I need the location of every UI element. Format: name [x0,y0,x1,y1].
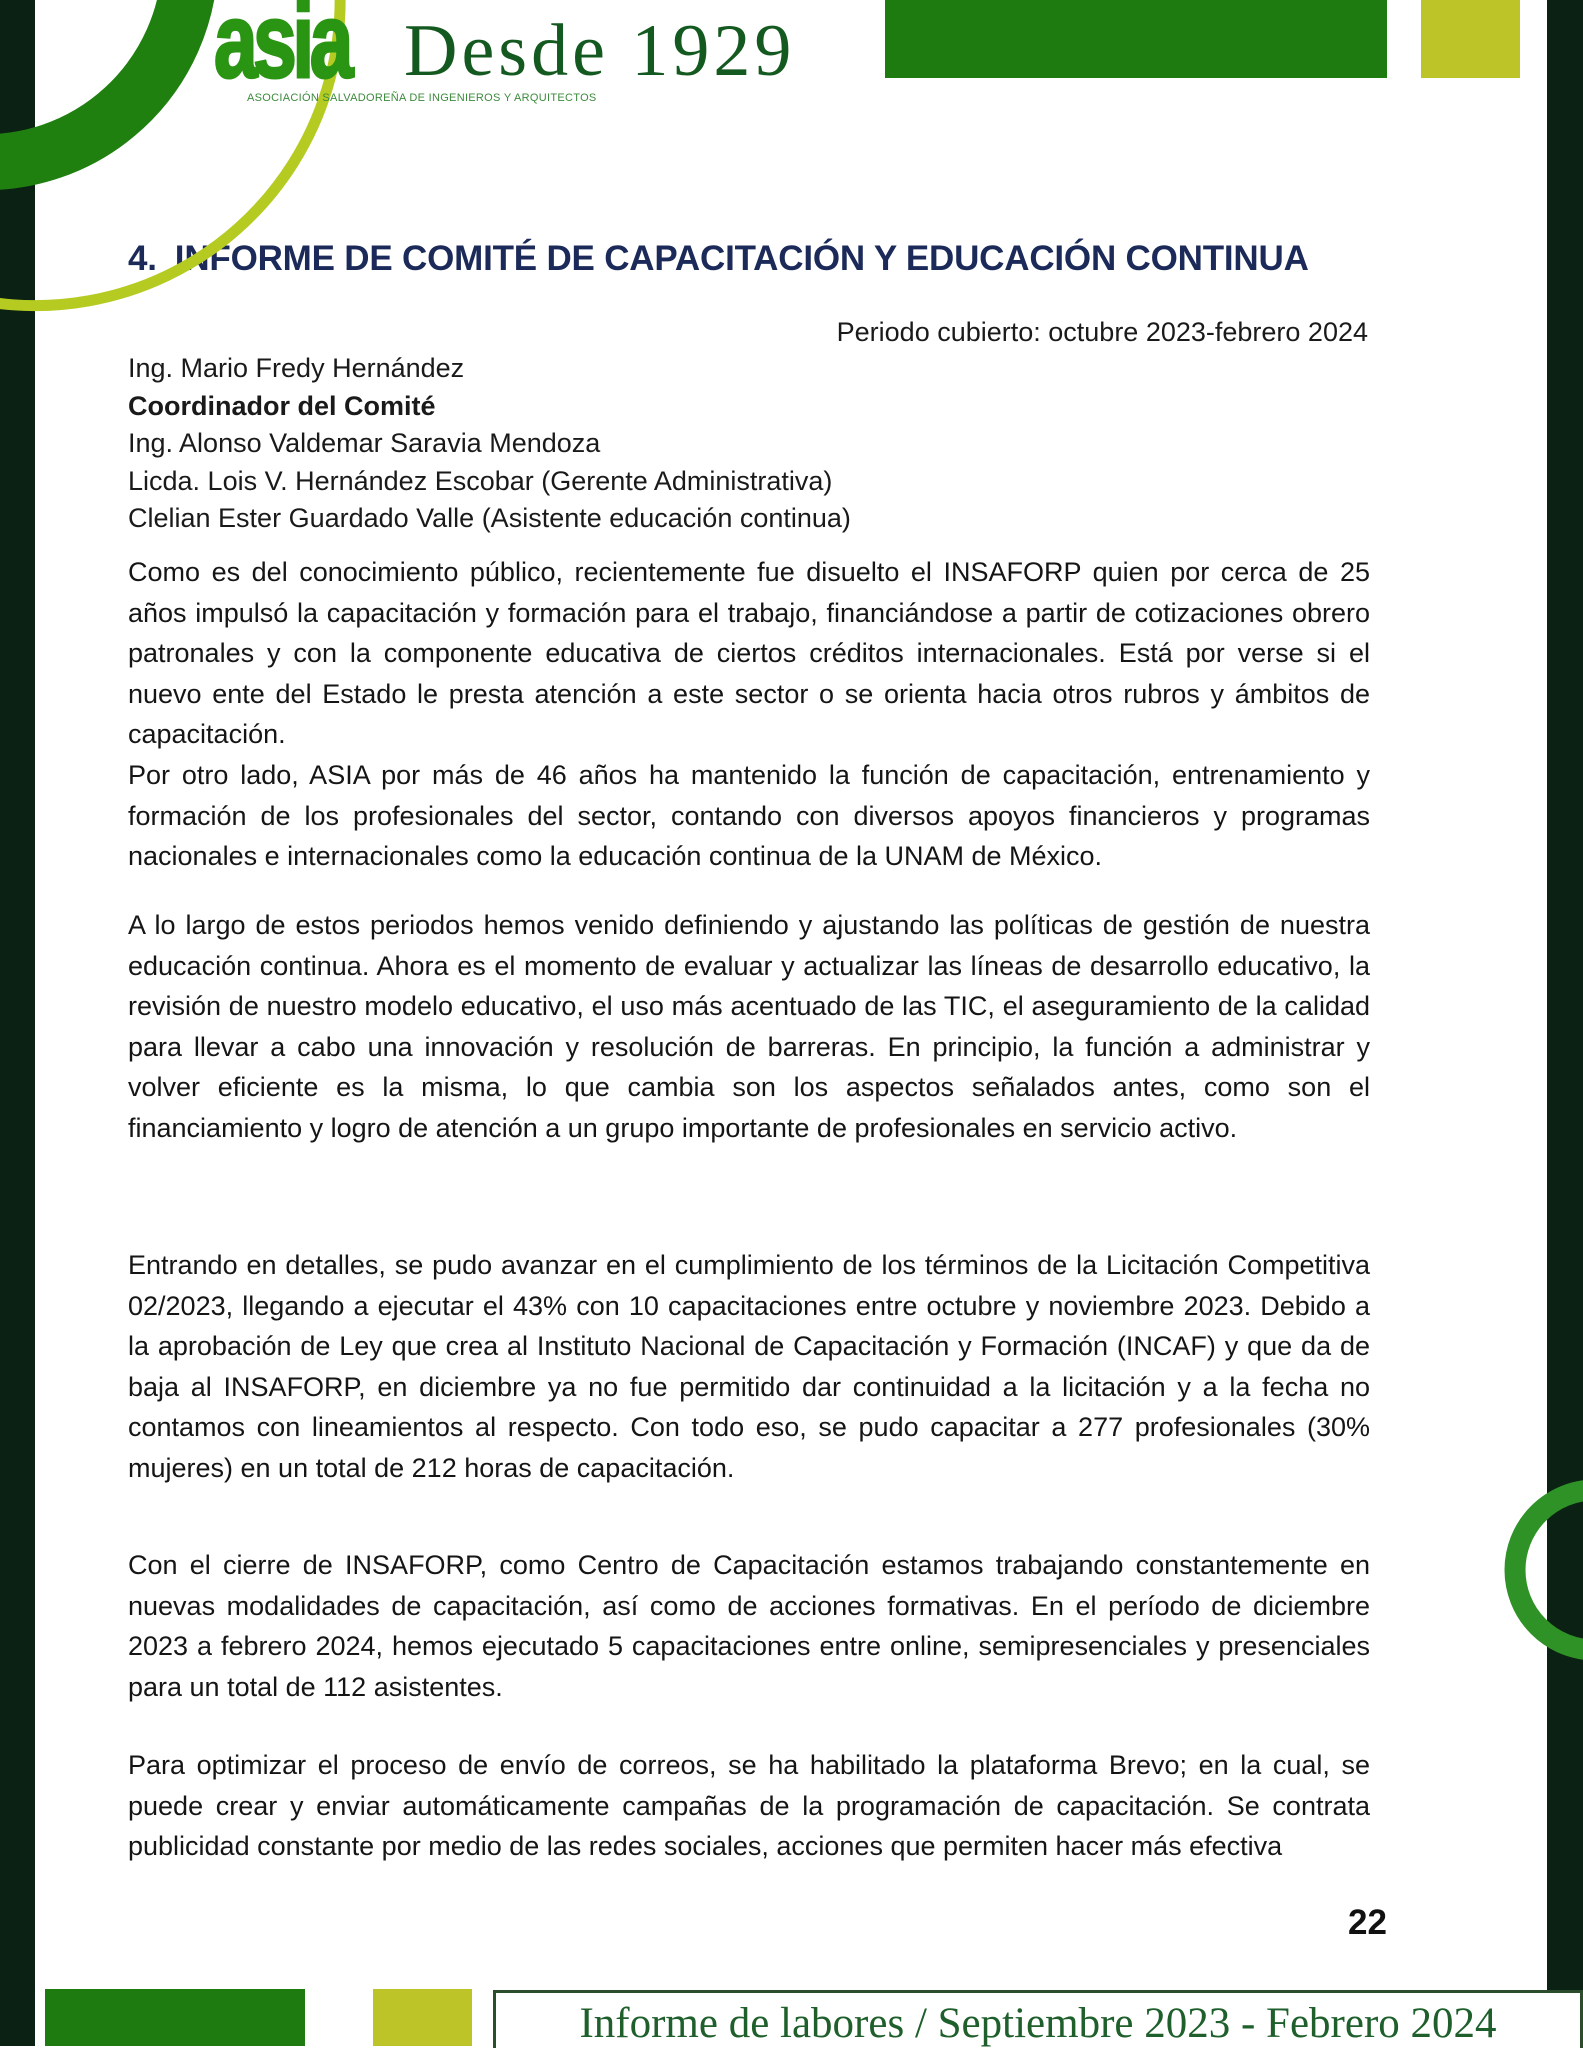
committee-members [128,350,851,538]
committee-role: Coordinador del Comité [128,390,436,421]
top-lime-square [1421,0,1520,78]
top-green-bar [885,0,1387,78]
body-paragraph: Con el cierre de INSAFORP, como Centro de Capacitación estamos trabajando constantemente en nuevas modalidades de capacitación, así como de acciones formativas. En el período de diciembre 2023 a febrero 2024, hemos ejecutado 5 capacitaciones entre online, semipresenciales y presenciales para un total de 112 asistentes. [128,1550,1370,1702]
asia-logo-subtitle: ASOCIACIÓN SALVADOREÑA DE INGENIEROS Y ARQUITECTOS [247,92,597,104]
footer-banner-text: Informe de labores / Septiembre 2023 - Febrero 2024 [579,2000,1497,2047]
footer-green-bar [45,1989,305,2046]
section-title [128,238,1418,280]
left-accent-bar [0,0,35,2046]
footer-lime-square [373,1989,472,2046]
page-number: 22 [1348,1903,1387,1942]
footer-banner [493,1990,1583,2048]
section-title-text: INFORME DE COMITÉ DE CAPACITACIÓN Y EDUCACIÓN CONTINUA [174,239,1309,278]
committee-member: Clelian Ester Guardado Valle (Asistente educación continua) [128,503,851,534]
committee-member: Ing. Mario Fredy Hernández [128,353,465,383]
body-paragraph: Como es del conocimiento público, recientemente fue disuelto el INSAFORP quien por cerca de 25 años impulsó la capacitación y formación para el trabajo, financiándose a partir de cotizaciones obrero patronales y con la componente educativa de ciertos créditos internacionales. Está por verse si el nuevo ente del Estado le presta atención a este sector o se orienta hacia otros rubros y ámbitos de capacitación. [128,557,1370,750]
asia-logo-since: Desde 1929 [404,10,796,92]
section-number: 4. [128,239,157,278]
body-paragraph: A lo largo de estos periodos hemos venido definiendo y ajustando las políticas de gestión de nuestra educación continua. Ahora es el momento de evaluar y actualizar las líneas de desarrollo educativo, la revisión de nuestro modelo educativo, el uso más acentuado de las TIC, el aseguramiento de la calidad para llevar a cabo una innovación y resolución de barreras. En principio, la función a administrar y volver eficiente es la misma, lo que cambia son los aspectos señalados antes, como son el financiamiento y logro de atención a un grupo importante de profesionales en servicio activo. [128,910,1370,1143]
committee-member: Licda. Lois V. Hernández Escobar (Gerente Administrativa) [128,465,833,496]
committee-member: Ing. Alonso Valdemar Saravia Mendoza [128,428,601,459]
body-paragraph: Entrando en detalles, se pudo avanzar en el cumplimiento de los términos de la Licitación Competitiva 02/2023, llegando a ejecutar el 43% con 10 capacitaciones entre octubre y noviembre 2023. Debido a la aprobación de Ley que crea al Instituto Nacional de Capacitación y Formación (INCAF) y que da de baja al INSAFORP, en diciembre ya no fue permitido dar continuidad a la licitación y a la fecha no contamos con lineamientos al respecto. Con todo eso, se pudo capacitar a 277 profesionales (30% mujeres) en un total de 212 horas de capacitación. [128,1250,1370,1483]
body-paragraph: Para optimizar el proceso de envío de correos, se ha habilitado la plataforma Brevo; en la cual, se puede crear y enviar automáticamente campañas de la programación de capacitación. Se contrata publicidad constante por medio de las redes sociales, acciones que permiten hacer más efectiva [128,1750,1370,1862]
asia-logo-wordmark: asia [214,0,349,100]
right-accent-bar [1547,0,1583,2048]
body-paragraph: Por otro lado, ASIA por más de 46 años ha mantenido la función de capacitación, entrenamiento y formación de los profesionales del sector, contando con diversos apoyos financieros y programas nacionales e internacionales como la educación continua de la UNAM de México. [128,760,1370,872]
period-covered: Periodo cubierto: octubre 2023-febrero 2024 [836,317,1368,347]
asia-logo [0,0,900,120]
